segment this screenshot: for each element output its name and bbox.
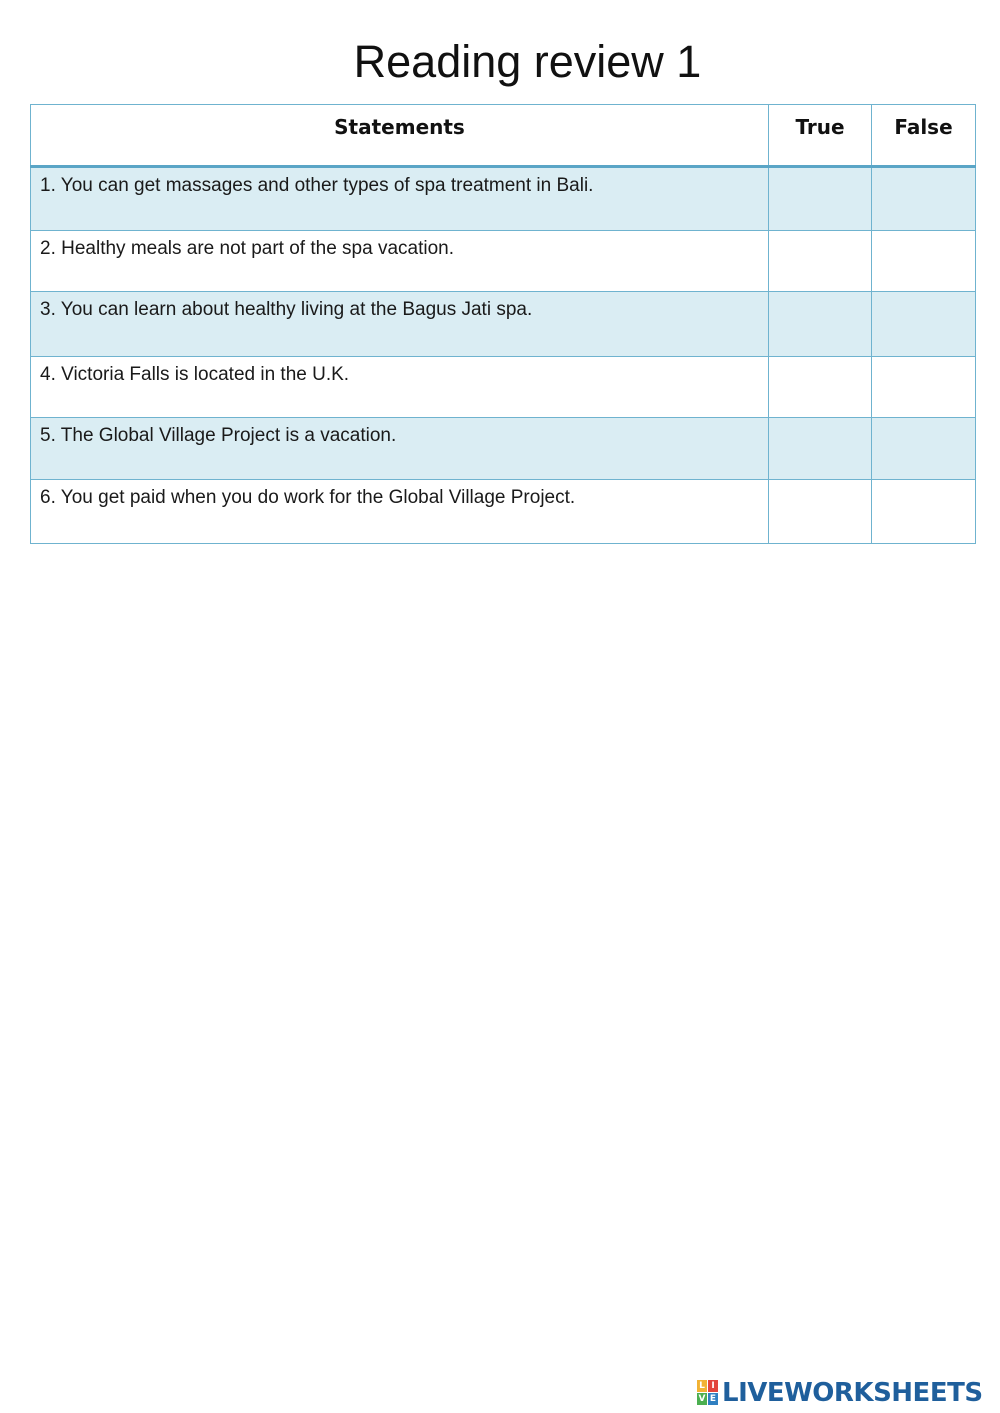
- table-header-row: [31, 105, 976, 167]
- liveworksheets-logo: [697, 1377, 983, 1409]
- table-row: [31, 418, 976, 480]
- statement-2: 2. Healthy meals are not part of the spa vacation.: [31, 231, 769, 292]
- header-true: True: [769, 105, 872, 167]
- true-false-table: [30, 104, 976, 544]
- table-row: [31, 480, 976, 544]
- header-false: False: [872, 105, 976, 167]
- table-row: [31, 292, 976, 357]
- table-row: [31, 167, 976, 231]
- table-row: [31, 231, 976, 292]
- true-answer-6[interactable]: [769, 480, 872, 544]
- false-answer-1[interactable]: [872, 167, 976, 231]
- true-answer-2[interactable]: [769, 231, 872, 292]
- statement-1: 1. You can get massages and other types of spa treatment in Bali.: [31, 167, 769, 231]
- statement-3: 3. You can learn about healthy living at the Bagus Jati spa.: [31, 292, 769, 357]
- logo-badge-icon: L I V E: [698, 1381, 717, 1404]
- page-title: Reading review 1: [353, 36, 702, 87]
- true-answer-1[interactable]: [769, 167, 872, 231]
- false-answer-3[interactable]: [872, 292, 976, 357]
- false-answer-2[interactable]: [872, 231, 976, 292]
- table-row: [31, 357, 976, 418]
- true-answer-5[interactable]: [769, 418, 872, 480]
- false-answer-6[interactable]: [872, 480, 976, 544]
- statement-5: 5. The Global Village Project is a vacation.: [31, 418, 769, 480]
- header-statements: Statements: [31, 105, 769, 167]
- statement-6: 6. You get paid when you do work for the Global Village Project.: [31, 480, 769, 544]
- true-answer-3[interactable]: [769, 292, 872, 357]
- logo-text: LIVEWORKSHEETS: [722, 1378, 983, 1408]
- true-answer-4[interactable]: [769, 357, 872, 418]
- false-answer-5[interactable]: [872, 418, 976, 480]
- false-answer-4[interactable]: [872, 357, 976, 418]
- statement-4: 4. Victoria Falls is located in the U.K.: [31, 357, 769, 418]
